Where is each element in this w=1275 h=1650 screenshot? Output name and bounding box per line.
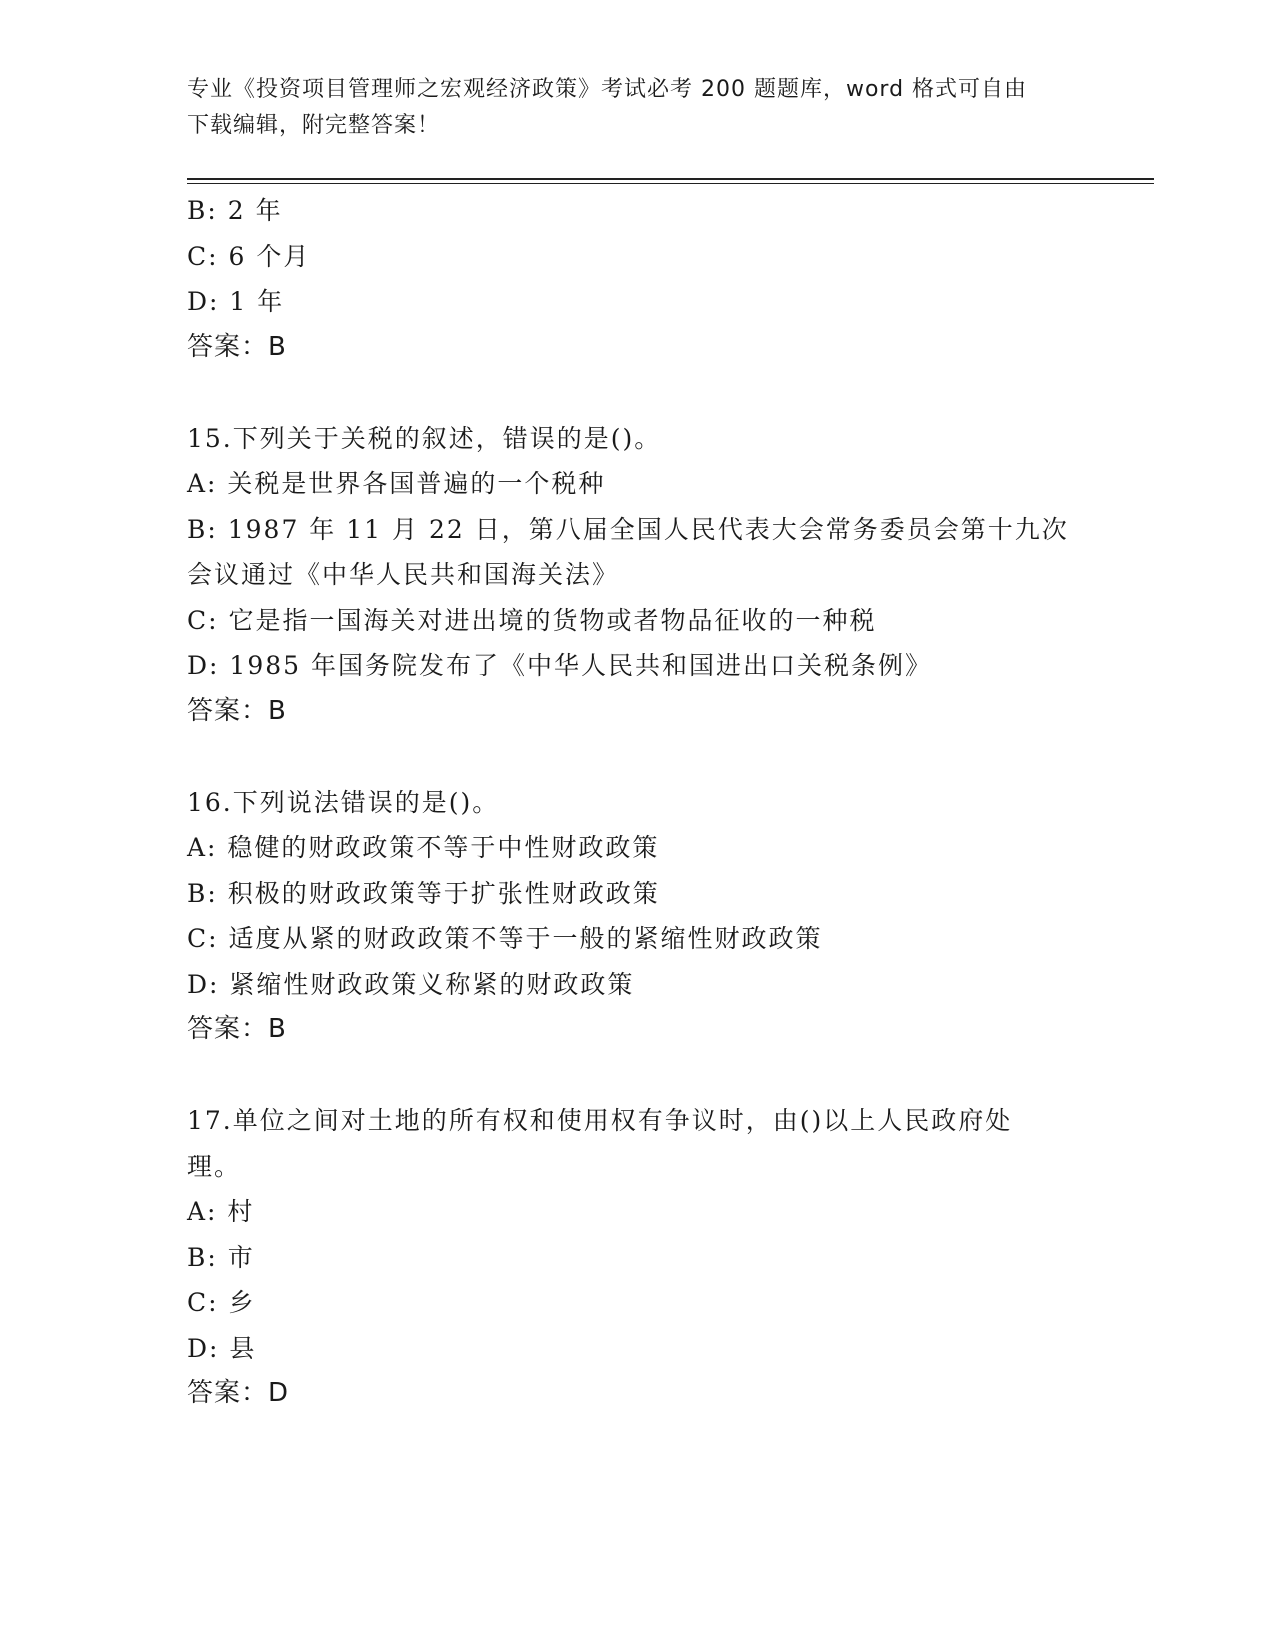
question-stem: 17.单位之间对土地的所有权和使用权有争议时，由()以上人民政府处 [187, 1106, 1013, 1135]
option-c: C: 适度从紧的财政政策不等于一般的紧缩性财政政策 [187, 924, 823, 953]
header-line-2: 下载编辑，附完整答案！ [187, 113, 441, 138]
question-16 [187, 780, 1087, 1053]
answer: 答案：D [187, 1378, 290, 1408]
option-c: C: 乡 [187, 1288, 256, 1317]
option-b: B: 2 年 [187, 196, 283, 225]
question-stem-continued: 理。 [187, 1151, 242, 1181]
question-14-continued [187, 188, 1087, 370]
option-b: B: 市 [187, 1242, 255, 1272]
option-b-continued: 会议通过《中华人民共和国海关法》 [187, 560, 620, 589]
answer: 答案：B [187, 331, 287, 362]
option-a: A: 村 [187, 1197, 255, 1226]
header-line-1: 专业《投资项目管理师之宏观经济政策》考试必考 200 题题库，word 格式可自由 [187, 77, 1028, 102]
question-15 [187, 416, 1087, 735]
question-17 [187, 1098, 1087, 1417]
option-b: B: 1987 年 11 月 22 日，第八届全国人民代表大会常务委员会第十九次 [187, 514, 1069, 544]
option-c: C: 6 个月 [187, 241, 311, 271]
question-stem: 16.下列说法错误的是()。 [187, 787, 500, 817]
option-d: D: 1 年 [187, 287, 285, 316]
option-b: B: 积极的财政政策等于扩张性财政政策 [187, 878, 660, 908]
document-header [187, 72, 1087, 144]
header-divider [187, 178, 1154, 184]
option-c: C: 它是指一国海关对进出境的货物或者物品征收的一种税 [187, 605, 877, 635]
option-d: D: 紧缩性财政政策义称紧的财政政策 [187, 969, 635, 999]
option-d: D: 1985 年国务院发布了《中华人民共和国进出口关税条例》 [187, 651, 932, 680]
question-stem: 15.下列关于关税的叙述，错误的是()。 [187, 423, 662, 453]
question-list [187, 188, 1087, 1417]
option-d: D: 县 [187, 1333, 257, 1363]
answer: 答案：B [187, 1014, 287, 1044]
option-a: A: 关税是世界各国普遍的一个税种 [187, 469, 606, 498]
answer: 答案：B [187, 695, 287, 726]
option-a: A: 稳健的财政政策不等于中性财政政策 [187, 833, 660, 862]
